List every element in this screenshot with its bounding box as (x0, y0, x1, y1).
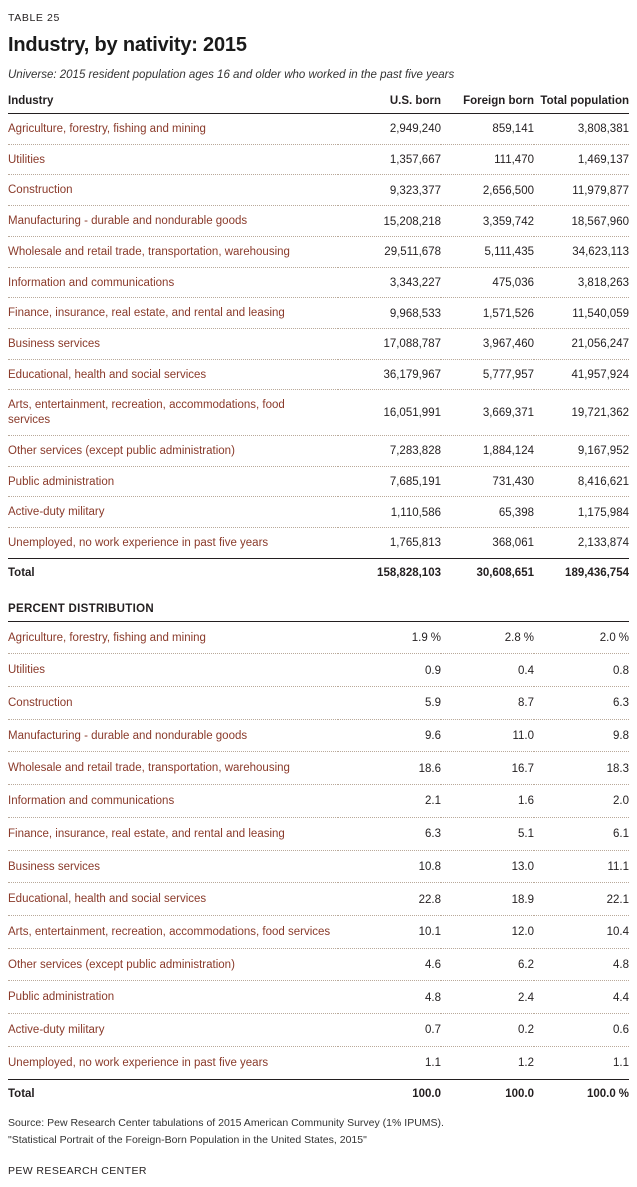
row-label: Information and communications (8, 267, 338, 298)
cell-us-born: 22.8 (338, 883, 441, 916)
cell-foreign-born: 3,967,460 (441, 329, 534, 360)
cell-total-foreign-born (441, 1079, 534, 1107)
cell-foreign-born: 0.4 (441, 654, 534, 687)
cell-total-population: 19,721,362 (534, 390, 629, 435)
percent-sign: % (430, 631, 441, 644)
cell-total-total-population (534, 1079, 629, 1107)
column-header-total-population: Total population (534, 95, 629, 114)
cell-us-born: 9,323,377 (338, 175, 441, 206)
cell-us-born: 1,765,813 (338, 528, 441, 559)
row-label: Agriculture, forestry, fishing and mining (8, 114, 338, 145)
cell-total-population: 34,623,113 (534, 236, 629, 267)
row-label: Other services (except public administration) (8, 948, 338, 981)
cell-us-born: 2,949,240 (338, 114, 441, 145)
cell-us-born: 7,283,828 (338, 435, 441, 466)
counts-table-header (8, 95, 629, 114)
row-label: Business services (8, 329, 338, 360)
row-label: Arts, entertainment, recreation, accommodations, food services (8, 390, 338, 435)
table-row (8, 883, 629, 916)
cell-total-foreign-born: 30,608,651 (441, 558, 534, 586)
header-row (8, 95, 629, 114)
value: 2.8 (504, 631, 521, 644)
row-label-total: Total (8, 558, 338, 586)
source-notes (8, 1116, 629, 1149)
table-row (8, 114, 629, 145)
cell-us-born: 15,208,218 (338, 206, 441, 237)
cell-total-population: 0.6 (534, 1014, 629, 1047)
row-label: Manufacturing - durable and nondurable goods (8, 206, 338, 237)
row-label: Information and communications (8, 785, 338, 818)
table-row (8, 298, 629, 329)
table-row (8, 654, 629, 687)
cell-total-population: 18.3 (534, 752, 629, 785)
row-label: Utilities (8, 144, 338, 175)
cell-us-born: 16,051,991 (338, 390, 441, 435)
cell-total-population: 4.4 (534, 981, 629, 1014)
table-row (8, 175, 629, 206)
table-row (8, 497, 629, 528)
row-label: Unemployed, no work experience in past five years (8, 528, 338, 559)
cell-total-population: 1.1 (534, 1046, 629, 1079)
row-label: Manufacturing - durable and nondurable goods (8, 719, 338, 752)
row-label: Wholesale and retail trade, transportation, warehousing (8, 752, 338, 785)
cell-total-population: 21,056,247 (534, 329, 629, 360)
cell-us-born: 5.9 (338, 686, 441, 719)
cell-us-born: 10.8 (338, 850, 441, 883)
row-label-total: Total (8, 1079, 338, 1107)
page-title: Industry, by nativity: 2015 (8, 34, 247, 56)
table-row (8, 528, 629, 559)
table-number: TABLE 25 (8, 12, 60, 24)
cell-total-population: 2,133,874 (534, 528, 629, 559)
row-label: Wholesale and retail trade, transportation, warehousing (8, 236, 338, 267)
cell-total-population: 3,808,381 (534, 114, 629, 145)
cell-foreign-born: 859,141 (441, 114, 534, 145)
percent-table-body (8, 622, 629, 1108)
cell-us-born: 2.1 (338, 785, 441, 818)
cell-total-population: 11,540,059 (534, 298, 629, 329)
table-row (8, 686, 629, 719)
table-row (8, 390, 629, 435)
cell-foreign-born: 13.0 (441, 850, 534, 883)
table-row (8, 236, 629, 267)
table-row (8, 267, 629, 298)
cell-foreign-born: 3,359,742 (441, 206, 534, 237)
row-label: Arts, entertainment, recreation, accommodations, food services (8, 915, 338, 948)
cell-us-born: 4.8 (338, 981, 441, 1014)
counts-table (8, 95, 629, 587)
cell-foreign-born: 368,061 (441, 528, 534, 559)
percent-total-row (8, 1079, 629, 1107)
percent-sign: % (618, 631, 629, 644)
cell-total-population: 1,175,984 (534, 497, 629, 528)
cell-us-born: 10.1 (338, 915, 441, 948)
cell-total-population: 11.1 (534, 850, 629, 883)
value: 1.9 (411, 631, 428, 644)
cell-foreign-born: 111,470 (441, 144, 534, 175)
cell-total-population: 4.8 (534, 948, 629, 981)
cell-total-population: 1,469,137 (534, 144, 629, 175)
table-row (8, 719, 629, 752)
cell-total-us-born: 158,828,103 (338, 558, 441, 586)
cell-foreign-born: 5.1 (441, 817, 534, 850)
cell-foreign-born: 3,669,371 (441, 390, 534, 435)
cell-total-population (534, 622, 629, 654)
table-row (8, 466, 629, 497)
cell-foreign-born: 0.2 (441, 1014, 534, 1047)
table-row (8, 915, 629, 948)
report-title-line: "Statistical Portrait of the Foreign-Born Population in the United States, 2015" (8, 1134, 367, 1147)
value: 2.0 (599, 631, 616, 644)
cell-foreign-born: 12.0 (441, 915, 534, 948)
table-row (8, 752, 629, 785)
table-row (8, 948, 629, 981)
cell-foreign-born: 1,884,124 (441, 435, 534, 466)
table-row (8, 359, 629, 390)
row-label: Public administration (8, 981, 338, 1014)
row-label: Finance, insurance, real estate, and rental and leasing (8, 298, 338, 329)
cell-us-born (338, 622, 441, 654)
cell-us-born: 18.6 (338, 752, 441, 785)
cell-total-population: 6.1 (534, 817, 629, 850)
cell-us-born: 1,357,667 (338, 144, 441, 175)
cell-foreign-born: 2.4 (441, 981, 534, 1014)
percent-sign: % (618, 1087, 629, 1100)
table-row (8, 622, 629, 654)
table-row (8, 817, 629, 850)
cell-foreign-born: 5,111,435 (441, 236, 534, 267)
cell-total-population: 3,818,263 (534, 267, 629, 298)
row-label: Educational, health and social services (8, 883, 338, 916)
table-row (8, 850, 629, 883)
cell-foreign-born: 1.2 (441, 1046, 534, 1079)
row-label: Business services (8, 850, 338, 883)
cell-foreign-born: 1,571,526 (441, 298, 534, 329)
cell-us-born: 6.3 (338, 817, 441, 850)
cell-us-born: 1,110,586 (338, 497, 441, 528)
cell-total-population: 11,979,877 (534, 175, 629, 206)
column-header-us-born: U.S. born (338, 95, 441, 114)
cell-us-born: 9,968,533 (338, 298, 441, 329)
table-row (8, 1046, 629, 1079)
value: 100.0 (412, 1087, 441, 1100)
cell-total-population: 2.0 (534, 785, 629, 818)
universe-note: Universe: 2015 resident population ages 16 and older who worked in the past five years (8, 69, 455, 81)
cell-us-born: 36,179,967 (338, 359, 441, 390)
row-label: Utilities (8, 654, 338, 687)
cell-foreign-born: 16.7 (441, 752, 534, 785)
cell-us-born: 0.9 (338, 654, 441, 687)
cell-foreign-born: 65,398 (441, 497, 534, 528)
row-label: Construction (8, 175, 338, 206)
cell-foreign-born: 2,656,500 (441, 175, 534, 206)
cell-us-born: 3,343,227 (338, 267, 441, 298)
cell-us-born: 17,088,787 (338, 329, 441, 360)
row-label: Unemployed, no work experience in past five years (8, 1046, 338, 1079)
cell-us-born: 4.6 (338, 948, 441, 981)
cell-total-population: 0.8 (534, 654, 629, 687)
row-label: Agriculture, forestry, fishing and mining (8, 622, 338, 654)
cell-total-total-population: 189,436,754 (534, 558, 629, 586)
cell-us-born: 29,511,678 (338, 236, 441, 267)
cell-total-population: 10.4 (534, 915, 629, 948)
row-label: Active-duty military (8, 497, 338, 528)
cell-foreign-born: 8.7 (441, 686, 534, 719)
row-label: Construction (8, 686, 338, 719)
cell-foreign-born: 731,430 (441, 466, 534, 497)
table-row (8, 144, 629, 175)
percent-table (8, 622, 629, 1108)
cell-us-born: 1.1 (338, 1046, 441, 1079)
column-header-foreign-born: Foreign born (441, 95, 534, 114)
table-row (8, 329, 629, 360)
cell-total-population: 18,567,960 (534, 206, 629, 237)
cell-foreign-born: 6.2 (441, 948, 534, 981)
cell-foreign-born: 1.6 (441, 785, 534, 818)
row-label: Educational, health and social services (8, 359, 338, 390)
table-row (8, 981, 629, 1014)
row-label: Other services (except public administration) (8, 435, 338, 466)
cell-us-born: 9.6 (338, 719, 441, 752)
counts-total-row (8, 558, 629, 586)
column-header-industry: Industry (8, 95, 338, 114)
percent-distribution-heading: PERCENT DISTRIBUTION (8, 587, 629, 622)
row-label: Active-duty military (8, 1014, 338, 1047)
value: 100.0 (586, 1087, 616, 1100)
cell-total-population: 8,416,621 (534, 466, 629, 497)
table-row (8, 785, 629, 818)
row-label: Finance, insurance, real estate, and rental and leasing (8, 817, 338, 850)
cell-us-born: 0.7 (338, 1014, 441, 1047)
source-line: Source: Pew Research Center tabulations of 2015 American Community Survey (1% IPUMS). (8, 1117, 444, 1130)
cell-total-population: 9,167,952 (534, 435, 629, 466)
footer-organization: PEW RESEARCH CENTER (8, 1164, 147, 1177)
percent-sign: % (523, 631, 534, 644)
cell-us-born: 7,685,191 (338, 466, 441, 497)
table-row (8, 435, 629, 466)
row-label: Public administration (8, 466, 338, 497)
cell-total-population: 41,957,924 (534, 359, 629, 390)
cell-foreign-born: 475,036 (441, 267, 534, 298)
cell-total-population: 9.8 (534, 719, 629, 752)
counts-table-body (8, 114, 629, 587)
cell-foreign-born (441, 622, 534, 654)
cell-total-population: 6.3 (534, 686, 629, 719)
table-row (8, 206, 629, 237)
table-row (8, 1014, 629, 1047)
cell-foreign-born: 11.0 (441, 719, 534, 752)
cell-foreign-born: 18.9 (441, 883, 534, 916)
value: 100.0 (505, 1087, 534, 1100)
cell-total-us-born (338, 1079, 441, 1107)
cell-total-population: 22.1 (534, 883, 629, 916)
cell-foreign-born: 5,777,957 (441, 359, 534, 390)
